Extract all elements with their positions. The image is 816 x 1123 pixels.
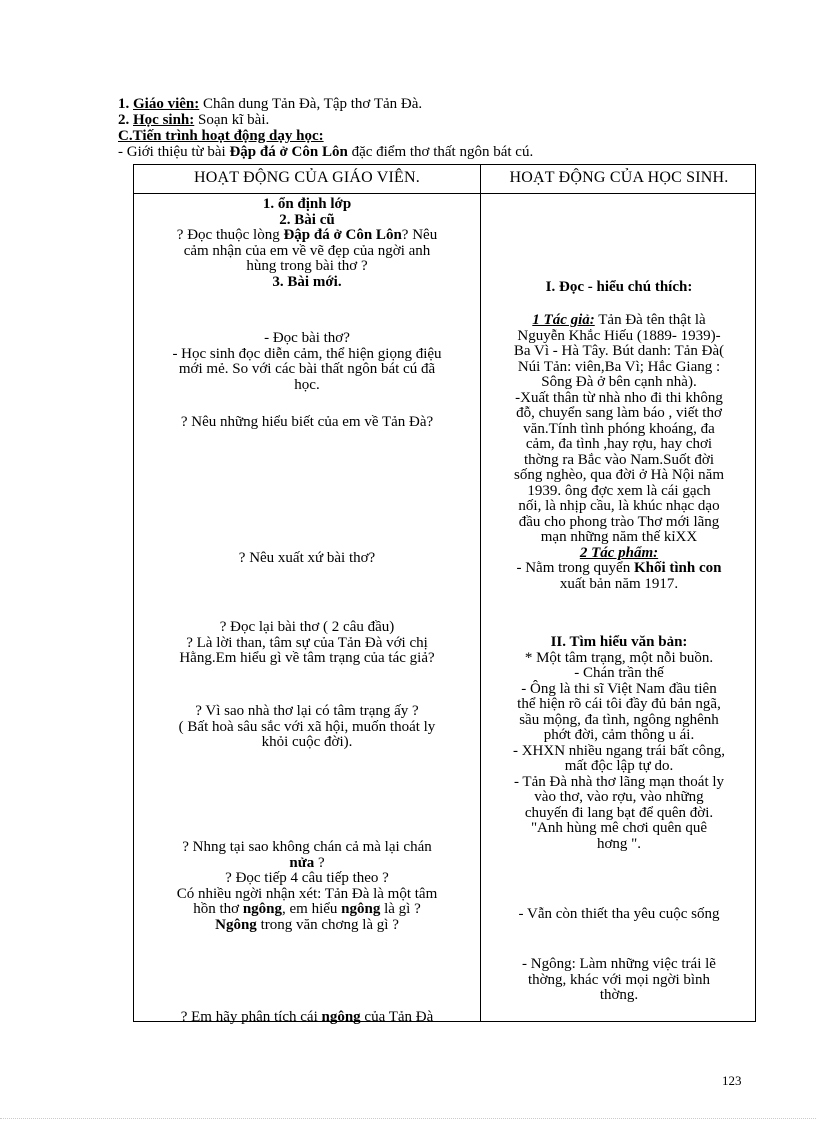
student-author: 1 Tác giả: Tản Đà tên thật là Nguyễn Khắc Hiếu (1889- 1939)- Ba Vì - Hà Tây. Bút danh: Tản Đà( Núi Tản: viên,Ba Vì; Hắc Giang : Sông Đà ở bên cạnh nhà). -Xuất thân từ nhà nho đi thi không đỗ, chuyển sang làm báo , viết thơ văn.Tính tình phóng khoáng, đa cảm, đa tình ,hay rợu, hay chơi thờng ra Bắc vào Nam.Suốt đời sống nghèo, qua đời ở Hà Nội năm 1939. ông đợc xem là cái gạch nối, là nhịp cầu, là khúc nhạc dạo đầu cho phong trào Thơ mới lãng mạn những năm thế kỉXX 2 Tác phẩm: - Nằm trong quyển Khối tình con xuất bản năm 1917. xyxy=(481,313,757,592)
teacher-reading: - Đọc bài thơ? - Học sinh đọc diễn cảm, thể hiện giọng điệu mới mẻ. So với các bài thất ngôn bát cú đã học. xyxy=(172,330,442,393)
teacher-q-author: ? Nêu những hiểu biết của em về Tản Đà? xyxy=(180,414,434,430)
student-heading-1: I. Đọc - hiểu chú thích: xyxy=(545,279,693,295)
prep-process-heading: C.Tiến trình hoạt động dạy học: xyxy=(118,128,324,144)
header-student: HOẠT ĐỘNG CỦA HỌC SINH. xyxy=(509,169,729,186)
student-ngong: - Ngông: Làm những việc trái lẽ thờng, khác với mọi ngời bình thờng. xyxy=(522,956,716,1003)
activity-table xyxy=(133,164,756,1025)
page-bottom-rule xyxy=(0,1118,816,1119)
teacher-q-mood: ? Đọc lại bài thơ ( 2 câu đầu) ? Là lời than, tâm sự của Tản Đà với chị Hằng.Em hiểu gì về tâm trạng của tác giả? xyxy=(179,619,435,666)
student-work-heading: 2 Tác phẩm: xyxy=(579,544,659,561)
student-love-life: - Vẫn còn thiết tha yêu cuộc sống xyxy=(518,906,720,922)
teacher-column: 1. ổn định lớp 2. Bài cũ ? Đọc thuộc lòng Đập đá ở Côn Lôn? Nêu cảm nhận của em về vẽ đẹp của ngời anh hùng trong bài thơ ? 3. Bài mới. xyxy=(176,196,438,290)
preparation-section xyxy=(118,96,768,160)
header-teacher: HOẠT ĐỘNG CỦA GIÁO VIÊN. xyxy=(194,169,420,186)
prep-student-line: 2. Học sinh: Soạn kĩ bài. xyxy=(118,112,270,128)
prep-teacher-label: Giáo viên: xyxy=(133,96,200,112)
teacher-q-origin: ? Nêu xuất xứ bài thơ? xyxy=(238,550,376,566)
student-analysis: II. Tìm hiểu văn bản: * Một tâm trạng, một nỗi buồn. - Chán trần thế - Ông là thi sĩ Việt Nam đầu tiên thể hiện rõ cái tôi đầy đủ bản ngã, sầu mộng, đa tình, ngông nghênh phớt đời, cảm thông u ái. - XHXN nhiều ngang trái bất công, mất độc lập tự do. - Tản Đà nhà thơ lãng mạn thoát ly vào thơ, vào rợu, vào những chuyến đi lang bạt để quên đời. "Anh hùng mê chơi quên quê hơng ". xyxy=(512,634,726,852)
prep-teacher-line: 1. Giáo viên: Chân dung Tản Đà, Tập thơ Tản Đà. xyxy=(118,96,423,112)
teacher-q-analyze: ? Em hãy phân tích cái ngông của Tản Đà xyxy=(180,1009,434,1025)
prep-intro-line: - Giới thiệu từ bài Đập đá ở Côn Lôn đặc điểm thơ thất ngôn bát cú. xyxy=(118,144,534,160)
page-number: 123 xyxy=(722,1073,742,1088)
prep-student-label: Học sinh: xyxy=(133,112,195,128)
teacher-q-half: ? Nhng tại sao không chán cả mà lại chán nửa ? ? Đọc tiếp 4 câu tiếp theo ? Có nhiều ngời nhận xét: Tản Đà là một tâm hồn thơ ngông, em hiểu ngông là gì ? Ngông trong văn chơng là gì ? xyxy=(176,839,438,933)
header-divider xyxy=(134,193,755,194)
teacher-q-why: ? Vì sao nhà thơ lại có tâm trạng ấy ? ( Bất hoà sâu sắc với xã hội, muốn thoát ly khỏi cuộc đời). xyxy=(178,703,436,750)
